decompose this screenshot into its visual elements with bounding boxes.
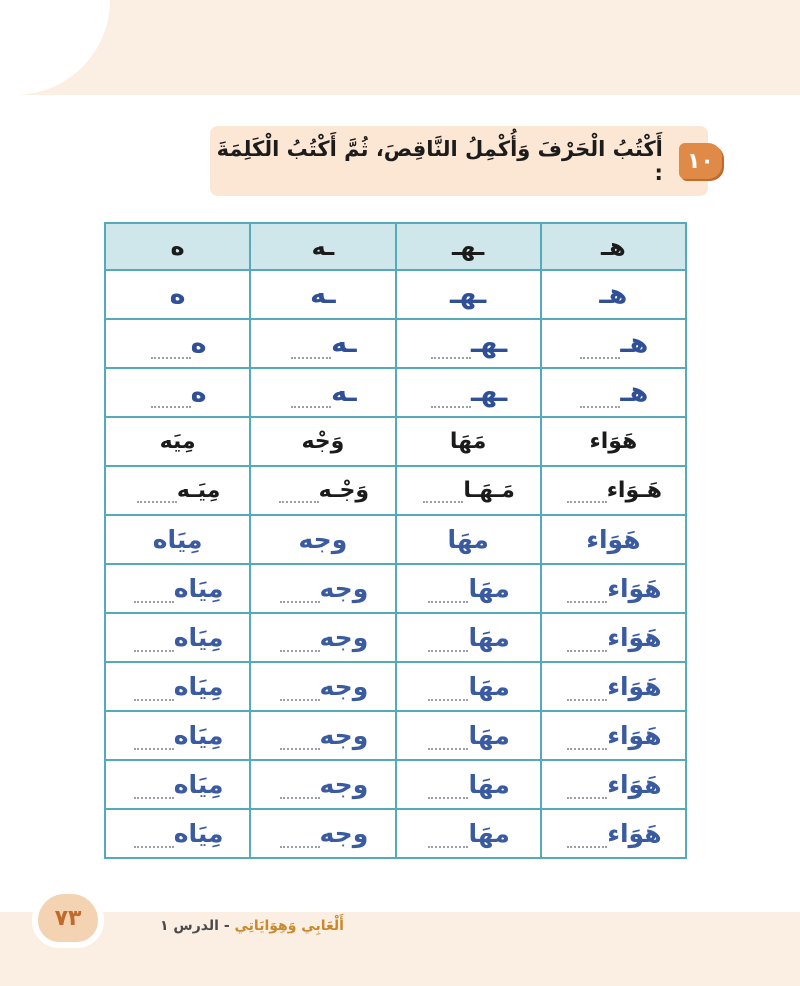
dotted-writing-line bbox=[567, 487, 607, 503]
footer-lesson-number: الدرس ١ bbox=[160, 918, 219, 934]
dotted-writing-line bbox=[431, 392, 471, 408]
cell-content bbox=[565, 672, 661, 701]
practice-cell-final bbox=[250, 613, 395, 662]
cell-content bbox=[278, 770, 369, 799]
practice-cell-medial bbox=[396, 270, 541, 319]
practice-text: هَـوَاء bbox=[606, 478, 663, 503]
cell-content bbox=[429, 377, 507, 408]
cell-content bbox=[301, 429, 344, 454]
practice-text: هـ bbox=[599, 279, 628, 310]
practice-cell-final bbox=[250, 662, 395, 711]
practice-cell-medial bbox=[396, 368, 541, 417]
cell-content bbox=[565, 574, 661, 603]
dotted-writing-line bbox=[151, 343, 191, 359]
cell-content bbox=[132, 721, 224, 750]
practice-text: ـه bbox=[310, 279, 336, 310]
practice-text: مِيَاه bbox=[173, 623, 224, 652]
practice-text: مهَا bbox=[468, 672, 510, 701]
practice-text: ه bbox=[190, 328, 207, 359]
dotted-writing-line bbox=[134, 685, 174, 701]
instruction-text: أَكْتُبُ الْحَرْفَ وَأُكْمِلُ النَّاقِصَ، ثُمَّ أَكْتُبُ الْكَلِمَةَ : bbox=[216, 137, 663, 185]
practice-text: مَهَا bbox=[449, 429, 487, 454]
practice-text: وَجْه bbox=[301, 429, 345, 454]
practice-cell-medial bbox=[396, 564, 541, 613]
practice-cell-medial bbox=[396, 711, 541, 760]
practice-cell-final bbox=[250, 270, 395, 319]
dotted-writing-line bbox=[137, 487, 177, 503]
practice-text: مهَا bbox=[447, 525, 489, 554]
header-letter-isolated: ه bbox=[105, 223, 250, 270]
practice-text: ـهـ bbox=[449, 279, 487, 310]
practice-text: وَجْـه bbox=[318, 478, 370, 503]
practice-cell-initial bbox=[541, 319, 686, 368]
practice-cell-initial bbox=[541, 711, 686, 760]
practice-cell-isolated bbox=[105, 711, 250, 760]
dotted-writing-line bbox=[134, 636, 174, 652]
practice-cell-initial bbox=[541, 613, 686, 662]
dotted-writing-line bbox=[567, 734, 607, 750]
cell-content bbox=[149, 377, 207, 408]
instruction-box bbox=[210, 126, 714, 196]
dotted-writing-line bbox=[291, 343, 331, 359]
spaced-word-row bbox=[105, 466, 686, 515]
practice-text: مهَا bbox=[468, 819, 510, 848]
practice-cell-medial bbox=[396, 319, 541, 368]
practice-cell-final bbox=[250, 564, 395, 613]
practice-cell-final bbox=[250, 466, 395, 515]
cell-content bbox=[426, 623, 509, 652]
practice-text: مِيَاه bbox=[152, 525, 203, 554]
practice-text: هَوَاء bbox=[607, 672, 662, 701]
cell-content bbox=[565, 819, 661, 848]
cell-content bbox=[153, 525, 203, 554]
dotted-writing-line bbox=[567, 832, 607, 848]
page-number-badge bbox=[32, 888, 104, 948]
practice-text: مِيَاه bbox=[173, 819, 224, 848]
trace-word-row bbox=[105, 809, 686, 858]
practice-text: مَـهَـا bbox=[463, 478, 515, 503]
letter-row bbox=[105, 368, 686, 417]
practice-cell-medial bbox=[396, 760, 541, 809]
cell-content bbox=[426, 721, 509, 750]
dotted-writing-line bbox=[280, 832, 320, 848]
cell-content bbox=[426, 819, 509, 848]
practice-cell-isolated bbox=[105, 613, 250, 662]
practice-text: وجه bbox=[298, 525, 348, 554]
cell-content bbox=[586, 525, 640, 554]
practice-cell-medial bbox=[396, 809, 541, 858]
trace-word-row bbox=[105, 613, 686, 662]
trace-word-row bbox=[105, 564, 686, 613]
practice-cell-isolated bbox=[105, 809, 250, 858]
practice-text: مهَا bbox=[468, 574, 510, 603]
practice-text: مِيَاه bbox=[173, 721, 224, 750]
practice-text: وجه bbox=[319, 623, 369, 652]
cell-content bbox=[450, 279, 486, 310]
exercise-number-badge: ١٠ bbox=[679, 143, 722, 179]
practice-cell-initial bbox=[541, 564, 686, 613]
trace-word-row bbox=[105, 711, 686, 760]
practice-cell-isolated bbox=[105, 466, 250, 515]
dotted-writing-line bbox=[567, 636, 607, 652]
cell-content bbox=[447, 525, 488, 554]
header-letter-final: ـه bbox=[250, 223, 395, 270]
practice-text: مهَا bbox=[468, 623, 510, 652]
cell-content bbox=[160, 429, 196, 454]
dotted-writing-line bbox=[279, 487, 319, 503]
letter-row bbox=[105, 319, 686, 368]
cell-content bbox=[426, 770, 509, 799]
dotted-writing-line bbox=[428, 832, 468, 848]
dotted-writing-line bbox=[428, 734, 468, 750]
dotted-writing-line bbox=[134, 832, 174, 848]
cell-content bbox=[289, 328, 357, 359]
practice-text: هَوَاء bbox=[607, 623, 662, 652]
practice-cell-final bbox=[250, 760, 395, 809]
practice-text: هَوَاء bbox=[607, 819, 662, 848]
cell-content bbox=[277, 478, 369, 503]
practice-text: ـه bbox=[331, 328, 357, 359]
cell-content bbox=[310, 279, 336, 310]
practice-cell-final bbox=[250, 319, 395, 368]
trace-word-row bbox=[105, 662, 686, 711]
cell-content bbox=[565, 721, 661, 750]
practice-text: مهَا bbox=[468, 770, 510, 799]
cell-content bbox=[135, 478, 220, 503]
cell-content bbox=[565, 478, 662, 503]
practice-cell-medial bbox=[396, 417, 541, 466]
cell-content bbox=[450, 429, 486, 454]
practice-text: هَوَاء bbox=[607, 770, 662, 799]
dotted-writing-line bbox=[428, 636, 468, 652]
cell-content bbox=[578, 328, 648, 359]
practice-text: هـ bbox=[620, 377, 649, 408]
practice-cell-medial bbox=[396, 515, 541, 564]
cell-content bbox=[565, 623, 661, 652]
practice-text: وجه bbox=[319, 721, 369, 750]
practice-text: هَوَاء bbox=[586, 525, 641, 554]
practice-text: ـهـ bbox=[470, 377, 508, 408]
header-letter-medial: ـهـ bbox=[396, 223, 541, 270]
dotted-writing-line bbox=[280, 636, 320, 652]
practice-text: مِيَاه bbox=[173, 672, 224, 701]
practice-cell-final bbox=[250, 809, 395, 858]
dotted-writing-line bbox=[567, 685, 607, 701]
practice-cell-initial bbox=[541, 515, 686, 564]
cell-content bbox=[132, 819, 224, 848]
cell-content bbox=[426, 672, 509, 701]
cell-content bbox=[289, 377, 357, 408]
practice-text: وجه bbox=[319, 819, 369, 848]
page-number: ٧٣ bbox=[54, 905, 82, 931]
practice-cell-isolated bbox=[105, 270, 250, 319]
practice-text: هَوَاء bbox=[607, 721, 662, 750]
dotted-writing-line bbox=[428, 685, 468, 701]
header-letter-initial: هـ bbox=[541, 223, 686, 270]
footer-lesson-title: أَلْعَابِي وَهِوَايَاتِي bbox=[234, 918, 344, 934]
dotted-writing-line bbox=[431, 343, 471, 359]
dotted-writing-line bbox=[280, 685, 320, 701]
header-row bbox=[105, 223, 686, 270]
cell-content bbox=[599, 279, 627, 310]
dotted-writing-line bbox=[580, 392, 620, 408]
cell-content bbox=[132, 574, 224, 603]
cell-content bbox=[132, 623, 224, 652]
practice-cell-isolated bbox=[105, 760, 250, 809]
printed-word-row bbox=[105, 417, 686, 466]
practice-text: ـه bbox=[331, 377, 357, 408]
practice-cell-initial bbox=[541, 662, 686, 711]
trace-word-row bbox=[105, 515, 686, 564]
practice-cell-final bbox=[250, 711, 395, 760]
dotted-writing-line bbox=[428, 587, 468, 603]
dotted-writing-line bbox=[134, 783, 174, 799]
practice-text: ه bbox=[169, 279, 186, 310]
cell-content bbox=[149, 328, 207, 359]
top-decor-band bbox=[0, 0, 800, 95]
practice-text: هَوَاء bbox=[589, 429, 638, 454]
practice-text: ه bbox=[190, 377, 207, 408]
practice-cell-isolated bbox=[105, 564, 250, 613]
practice-text: وجه bbox=[319, 770, 369, 799]
dotted-writing-line bbox=[280, 587, 320, 603]
practice-cell-medial bbox=[396, 466, 541, 515]
dotted-writing-line bbox=[291, 392, 331, 408]
practice-text: ـهـ bbox=[470, 328, 508, 359]
trace-word-row bbox=[105, 760, 686, 809]
practice-cell-isolated bbox=[105, 417, 250, 466]
practice-cell-isolated bbox=[105, 515, 250, 564]
dotted-writing-line bbox=[280, 783, 320, 799]
practice-cell-initial bbox=[541, 760, 686, 809]
cell-content bbox=[565, 770, 661, 799]
practice-cell-isolated bbox=[105, 319, 250, 368]
practice-text: وجه bbox=[319, 574, 369, 603]
dotted-writing-line bbox=[423, 487, 463, 503]
dotted-writing-line bbox=[567, 783, 607, 799]
writing-practice-table bbox=[104, 222, 687, 859]
dotted-writing-line bbox=[280, 734, 320, 750]
practice-cell-medial bbox=[396, 662, 541, 711]
letter-row bbox=[105, 270, 686, 319]
practice-text: مهَا bbox=[468, 721, 510, 750]
dotted-writing-line bbox=[567, 587, 607, 603]
practice-cell-initial bbox=[541, 466, 686, 515]
dotted-writing-line bbox=[428, 783, 468, 799]
dotted-writing-line bbox=[151, 392, 191, 408]
practice-cell-initial bbox=[541, 417, 686, 466]
footer-band bbox=[0, 912, 800, 986]
practice-cell-final bbox=[250, 368, 395, 417]
dotted-writing-line bbox=[134, 587, 174, 603]
dotted-writing-line bbox=[134, 734, 174, 750]
cell-content bbox=[132, 672, 224, 701]
cell-content bbox=[278, 574, 369, 603]
practice-text: مِيَاه bbox=[173, 574, 224, 603]
practice-cell-medial bbox=[396, 613, 541, 662]
cell-content bbox=[589, 429, 637, 454]
cell-content bbox=[421, 478, 514, 503]
cell-content bbox=[578, 377, 648, 408]
practice-cell-final bbox=[250, 417, 395, 466]
practice-text: مِيَـه bbox=[176, 478, 221, 503]
practice-cell-isolated bbox=[105, 662, 250, 711]
practice-text: هَوَاء bbox=[607, 574, 662, 603]
practice-cell-initial bbox=[541, 809, 686, 858]
practice-text: مِيَاه bbox=[173, 770, 224, 799]
cell-content bbox=[170, 279, 186, 310]
cell-content bbox=[132, 770, 224, 799]
dotted-writing-line bbox=[580, 343, 620, 359]
practice-cell-initial bbox=[541, 270, 686, 319]
cell-content bbox=[429, 328, 507, 359]
cell-content bbox=[278, 672, 369, 701]
practice-cell-final bbox=[250, 515, 395, 564]
footer-separator: - bbox=[223, 918, 230, 934]
footer-lesson-label bbox=[160, 918, 344, 934]
cell-content bbox=[278, 623, 369, 652]
cell-content bbox=[299, 525, 348, 554]
cell-content bbox=[426, 574, 509, 603]
cell-content bbox=[278, 721, 369, 750]
practice-cell-initial bbox=[541, 368, 686, 417]
practice-text: هـ bbox=[620, 328, 649, 359]
practice-cell-isolated bbox=[105, 368, 250, 417]
practice-text: مِيَه bbox=[159, 429, 196, 454]
cell-content bbox=[278, 819, 369, 848]
practice-text: وجه bbox=[319, 672, 369, 701]
